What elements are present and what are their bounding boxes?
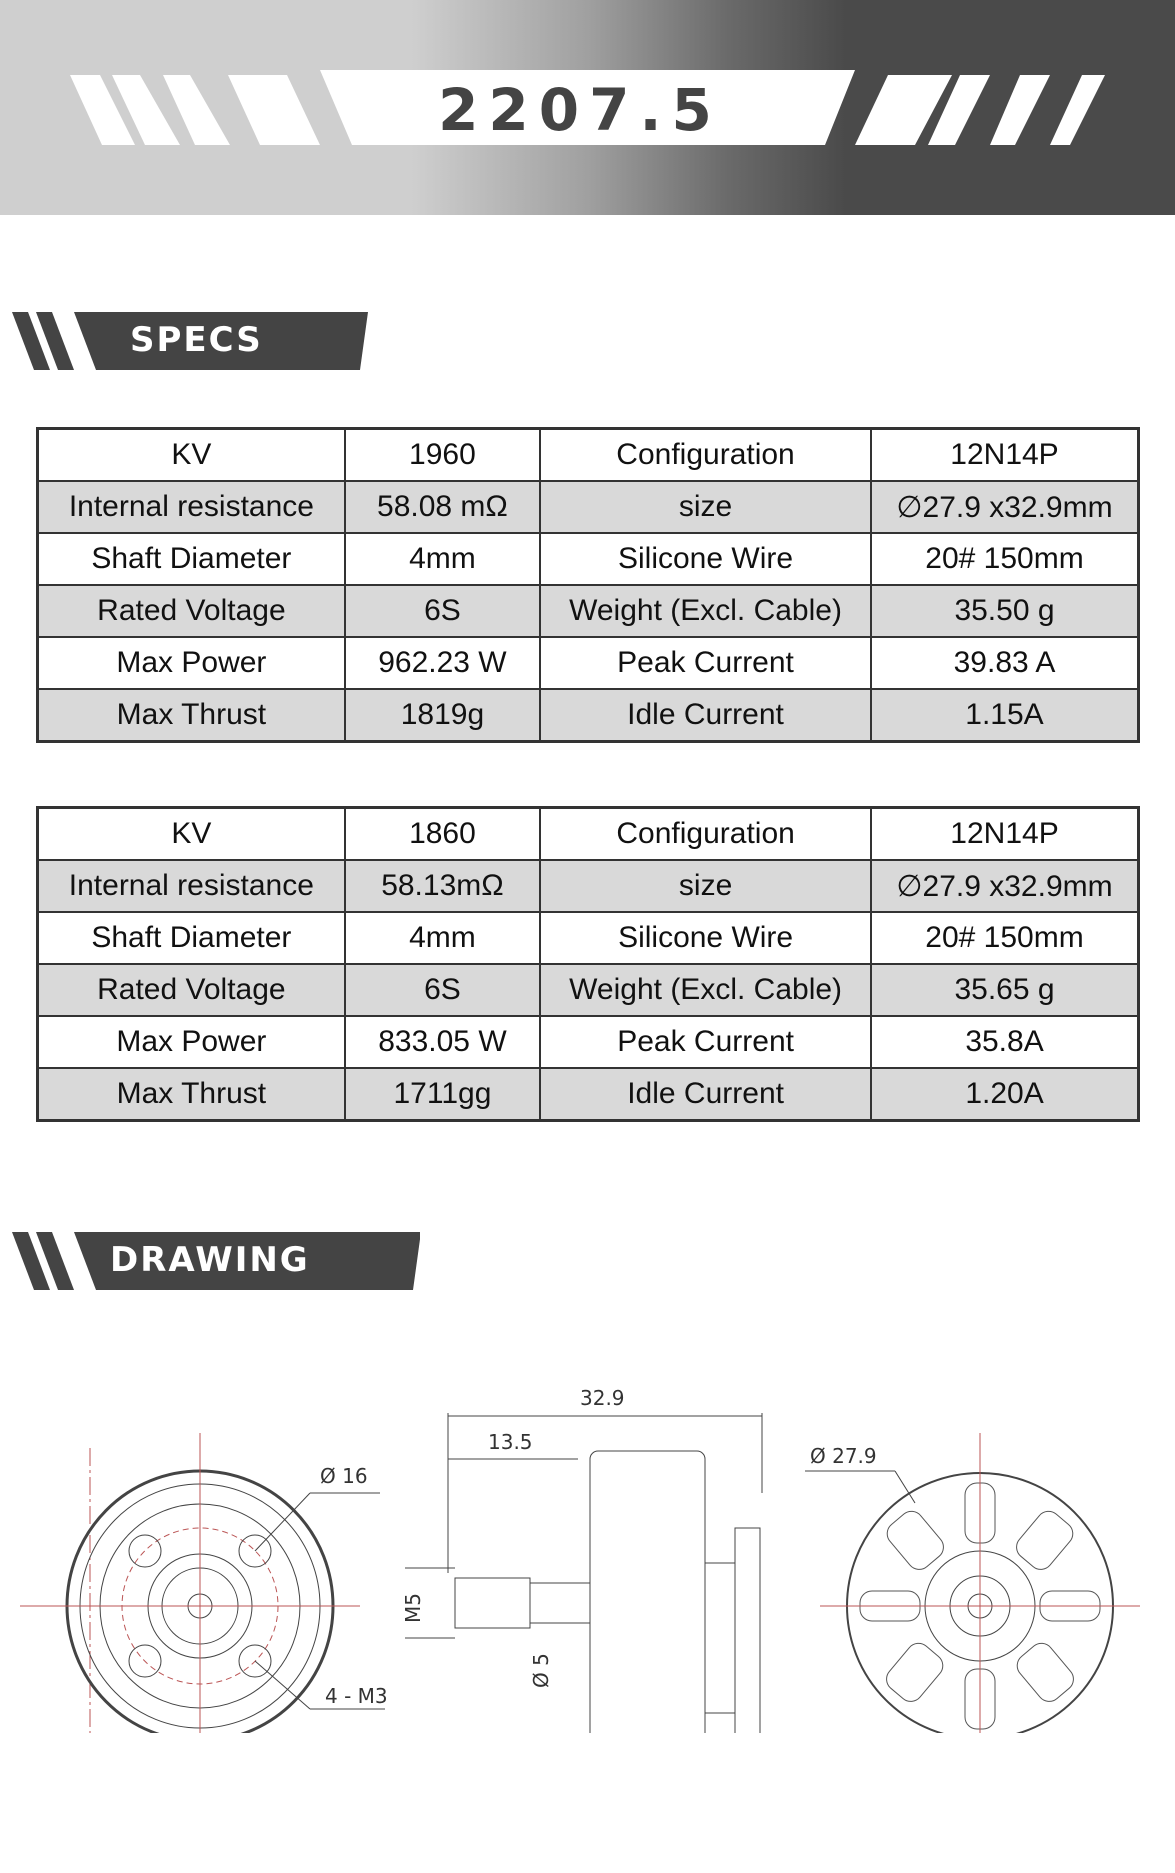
spec-value-a: 1860	[345, 808, 540, 861]
spec-label-b: Weight (Excl. Cable)	[540, 585, 871, 637]
spec-value-b: ∅27.9 x32.9mm	[871, 860, 1138, 912]
spec-value-a: 6S	[345, 585, 540, 637]
spec-value-b: ∅27.9 x32.9mm	[871, 481, 1139, 533]
spec-label-a: Internal resistance	[38, 860, 345, 912]
spec-label-a: KV	[38, 429, 345, 482]
spec-value-b: 20# 150mm	[871, 912, 1138, 964]
spec-label-b: Idle Current	[540, 689, 871, 742]
spec-label-b: Configuration	[540, 429, 871, 482]
drawing-section-header	[0, 1230, 420, 1290]
spec-value-a: 1711gg	[345, 1068, 540, 1121]
spec-value-b: 35.65 g	[871, 964, 1138, 1016]
top-view	[805, 1433, 1140, 1733]
spec-label-b: Silicone Wire	[540, 533, 871, 585]
model-number: 2207.5	[438, 76, 722, 144]
spec-label-a: Shaft Diameter	[38, 533, 345, 585]
specs-table-1860kv	[36, 806, 1140, 1122]
spec-label-b: Weight (Excl. Cable)	[540, 964, 871, 1016]
spec-value-a: 58.13mΩ	[345, 860, 540, 912]
spec-value-b: 35.50 g	[871, 585, 1139, 637]
spec-label-b: size	[540, 481, 871, 533]
title-banner	[0, 0, 1175, 215]
dim-mount-diameter: Ø 16	[320, 1464, 368, 1488]
spec-row	[38, 860, 1139, 912]
dim-shaft-thread: M5	[401, 1593, 425, 1623]
spec-row	[38, 637, 1139, 689]
spec-row	[38, 808, 1139, 861]
spec-value-b: 35.8A	[871, 1016, 1138, 1068]
spec-row	[38, 689, 1139, 742]
spec-row	[38, 481, 1139, 533]
spec-label-a: Max Thrust	[38, 689, 345, 742]
dim-outer-diameter: Ø 27.9	[810, 1444, 877, 1468]
spec-row	[38, 912, 1139, 964]
spec-value-b: 39.83 A	[871, 637, 1139, 689]
spec-label-b: Idle Current	[540, 1068, 871, 1121]
dim-overall-length: 32.9	[580, 1386, 625, 1410]
spec-label-b: Peak Current	[540, 637, 871, 689]
spec-value-b: 12N14P	[871, 808, 1138, 861]
spec-value-a: 6S	[345, 964, 540, 1016]
spec-row	[38, 1016, 1139, 1068]
spec-label-b: Peak Current	[540, 1016, 871, 1068]
specs-table-1960kv	[36, 427, 1140, 743]
spec-row	[38, 429, 1139, 482]
spec-value-a: 962.23 W	[345, 637, 540, 689]
spec-label-b: Silicone Wire	[540, 912, 871, 964]
spec-value-b: 20# 150mm	[871, 533, 1139, 585]
spec-label-b: size	[540, 860, 871, 912]
spec-value-a: 4mm	[345, 533, 540, 585]
spec-row	[38, 533, 1139, 585]
spec-label-a: Internal resistance	[38, 481, 345, 533]
spec-row	[38, 964, 1139, 1016]
spec-label-a: KV	[38, 808, 345, 861]
spec-value-a: 833.05 W	[345, 1016, 540, 1068]
drawing-title: DRAWING	[110, 1240, 310, 1280]
spec-value-a: 58.08 mΩ	[345, 481, 540, 533]
spec-row	[38, 1068, 1139, 1121]
spec-value-a: 1819g	[345, 689, 540, 742]
spec-label-a: Max Power	[38, 1016, 345, 1068]
dim-mount-screws: 4 - M3	[325, 1684, 388, 1708]
spec-label-b: Configuration	[540, 808, 871, 861]
spec-label-a: Max Thrust	[38, 1068, 345, 1121]
dim-shaft-diameter: Ø 5	[529, 1653, 553, 1688]
spec-label-a: Max Power	[38, 637, 345, 689]
side-view	[405, 1413, 762, 1733]
spec-label-a: Shaft Diameter	[38, 912, 345, 964]
spec-row	[38, 585, 1139, 637]
motor-technical-drawing	[0, 1373, 1175, 1733]
specs-title: SPECS	[130, 320, 263, 360]
spec-value-b: 1.15A	[871, 689, 1139, 742]
spec-value-b: 1.20A	[871, 1068, 1138, 1121]
dim-shaft-length: 13.5	[488, 1430, 533, 1454]
spec-label-a: Rated Voltage	[38, 964, 345, 1016]
spec-value-b: 12N14P	[871, 429, 1139, 482]
specs-section-header	[0, 310, 420, 370]
spec-value-a: 4mm	[345, 912, 540, 964]
spec-label-a: Rated Voltage	[38, 585, 345, 637]
spec-value-a: 1960	[345, 429, 540, 482]
